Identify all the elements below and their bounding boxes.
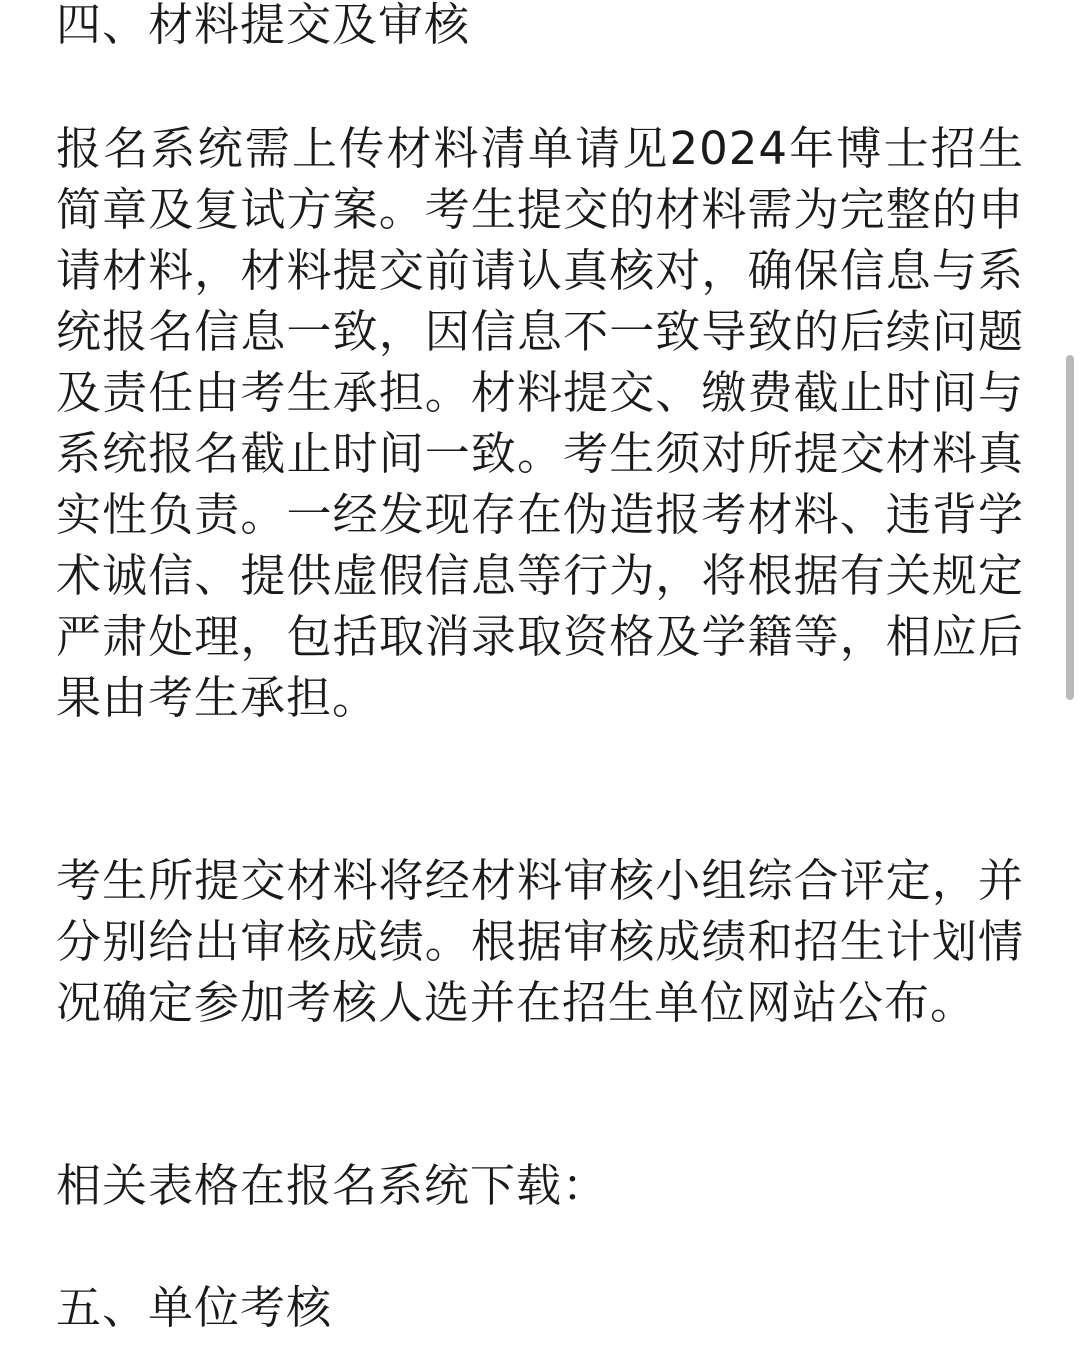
forms-download-paragraph: 相关表格在报名系统下载： <box>56 1159 609 1212</box>
materials-submission-paragraph: 报名系统需上传材料清单请见2024年博士招生简章及复试方案。考生提交的材料需为完整的申请材料，材料提交前请认真核对，确保信息与系统报名信息一致，因信息不一致导致的后续问题及责任由考生承担。材料提交、缴费截止时间与系统报名截止时间一致。考生须对所提交材料真实性负责。一经发现存在伪造报考材料、违背学术诚信、提供虚假信息等行为，将根据有关规定严肃处理，包括取消录取资格及学籍等，相应后果由考生承担。 <box>56 122 1024 724</box>
section-heading-four: 四、材料提交及审核 <box>56 0 471 51</box>
materials-review-paragraph: 考生所提交材料将经材料审核小组综合评定，并分别给出审核成绩。根据审核成绩和招生计划情况确定参加考核人选并在招生单位网站公布。 <box>56 854 1024 1029</box>
section-heading-five: 五、单位考核 <box>56 1281 333 1334</box>
vertical-scrollbar[interactable] <box>1066 355 1074 700</box>
